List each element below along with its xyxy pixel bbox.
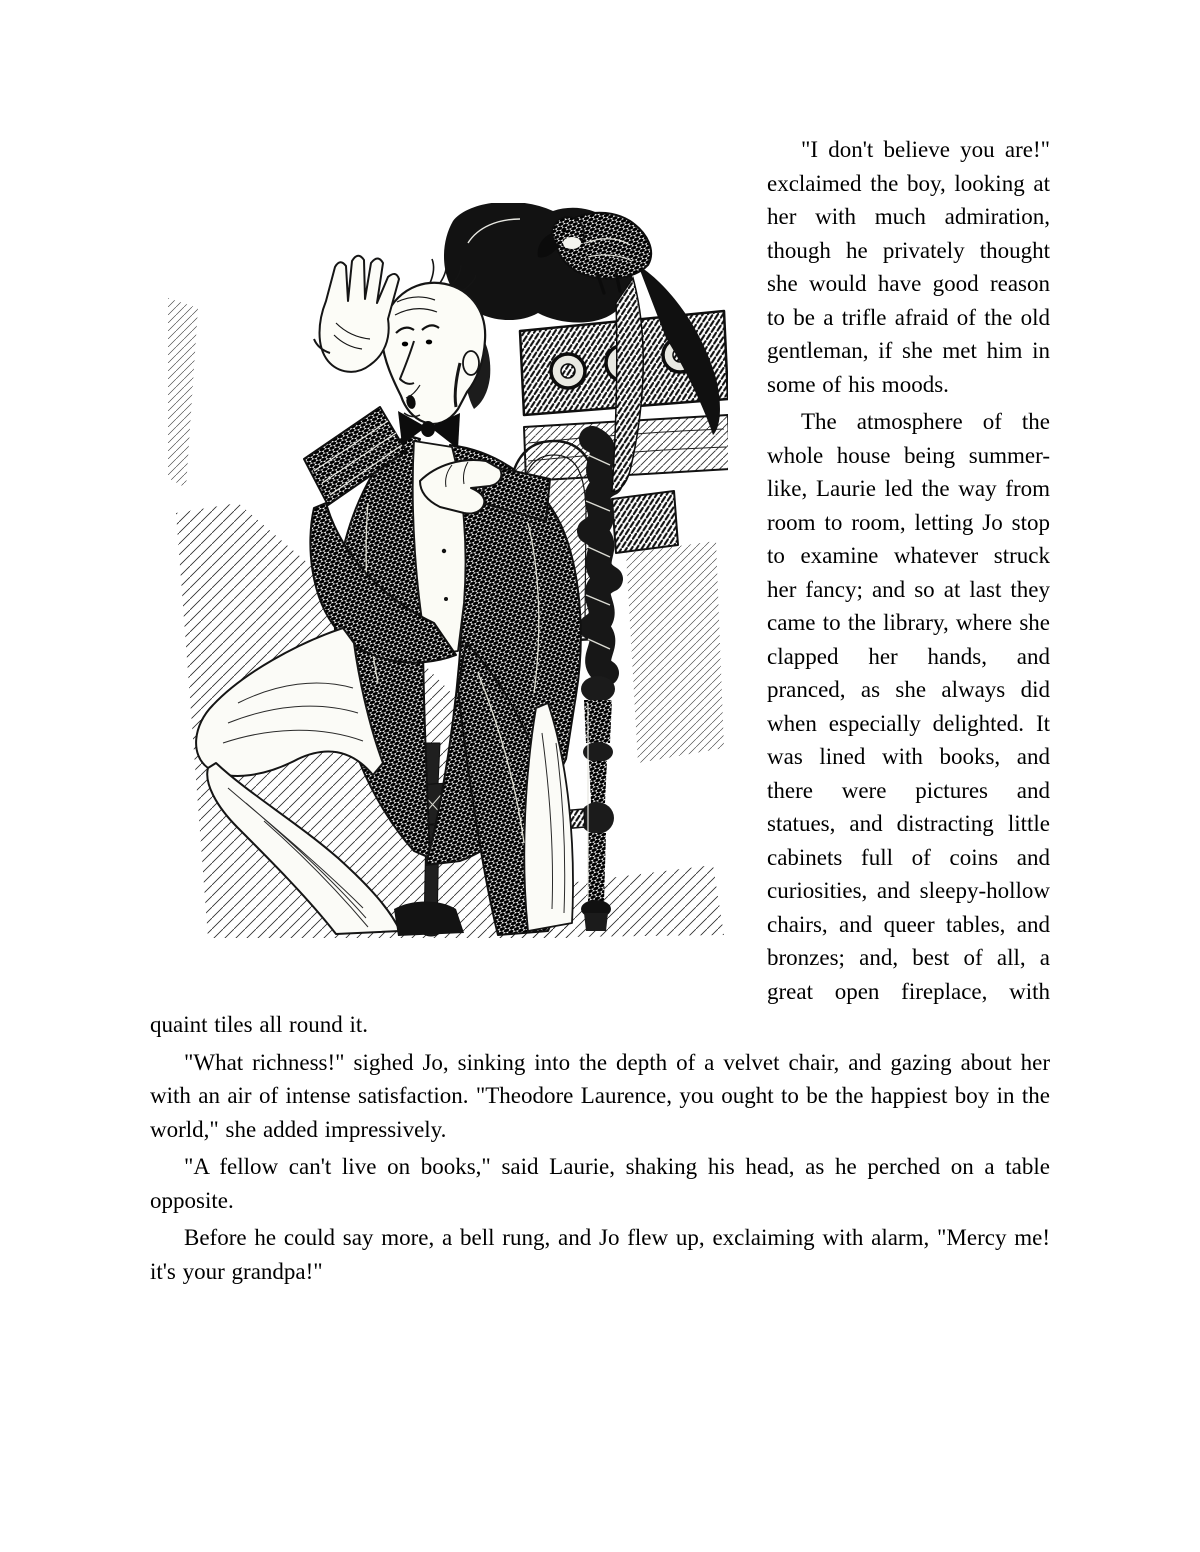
paragraph: The atmosphere of the whole house being summer-like, Laurie led the way from room to room, letting Jo stop to examine whatever struck her fancy; and so at last they came to the library, where she clapped her hands, and pranced, as she always did when especially delighted. It was lined with books, and there were pictures and statues, and distracting little cabinets full of coins and curiosities, and sleepy-hollow chairs, and queer tables, and bronzes; and, best of all, a great open fireplace, with quaint tiles all round it. [150, 409, 1050, 1037]
paragraph: "What richness!" sighed Jo, sinking into the depth of a velvet chair, and gazing about her with an air of intense satisfaction. "Theodore Laurence, you ought to be the happiest boy in the world," she added impressively. [150, 1049, 1050, 1142]
paragraph: "I don't believe you are!" exclaimed the boy, looking at her with much admiration, though he privately thought she would have good reason to be a trifle afraid of the old gentleman, if she met him in some of his moods. [767, 137, 1050, 397]
paragraph: Before he could say more, a bell rung, and Jo flew up, exclaiming with alarm, "Mercy me! it's your grandpa!" [150, 1225, 1050, 1284]
engraving-old-gentleman-with-parrot [168, 203, 728, 938]
illustration-figure [150, 133, 767, 1008]
paragraph: "A fellow can't live on books," said Laurie, shaking his head, as he perched on a table opposite. [150, 1154, 1050, 1213]
